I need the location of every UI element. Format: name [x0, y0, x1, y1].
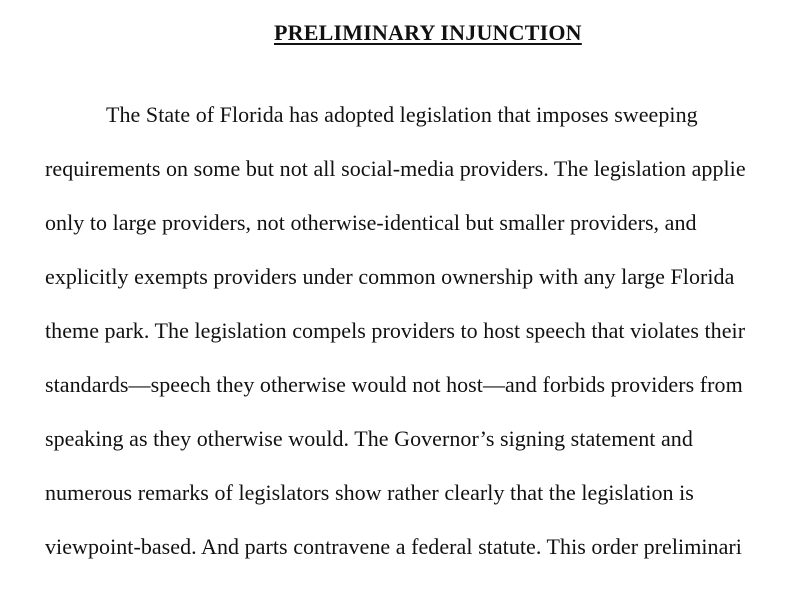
- body-line-5: theme park. The legislation compels providers to host speech that violates their: [45, 318, 746, 343]
- body-line-9: viewpoint-based. And parts contravene a federal statute. This order preliminari: [45, 534, 742, 559]
- body-line-8: numerous remarks of legislators show rather clearly that the legislation is: [45, 480, 694, 505]
- document-heading: PRELIMINARY INJUNCTION: [274, 20, 582, 45]
- body-line-4: explicitly exempts providers under common ownership with any large Florida: [45, 264, 735, 289]
- body-line-3: only to large providers, not otherwise-identical but smaller providers, and: [45, 210, 697, 235]
- body-line-2: requirements on some but not all social-media providers. The legislation applie: [45, 156, 746, 181]
- body-line-1: The State of Florida has adopted legislation that imposes sweeping: [106, 102, 698, 127]
- body-line-7: speaking as they otherwise would. The Governor’s signing statement and: [45, 426, 693, 451]
- body-line-6: standards—speech they otherwise would not host—and forbids providers from: [45, 372, 743, 397]
